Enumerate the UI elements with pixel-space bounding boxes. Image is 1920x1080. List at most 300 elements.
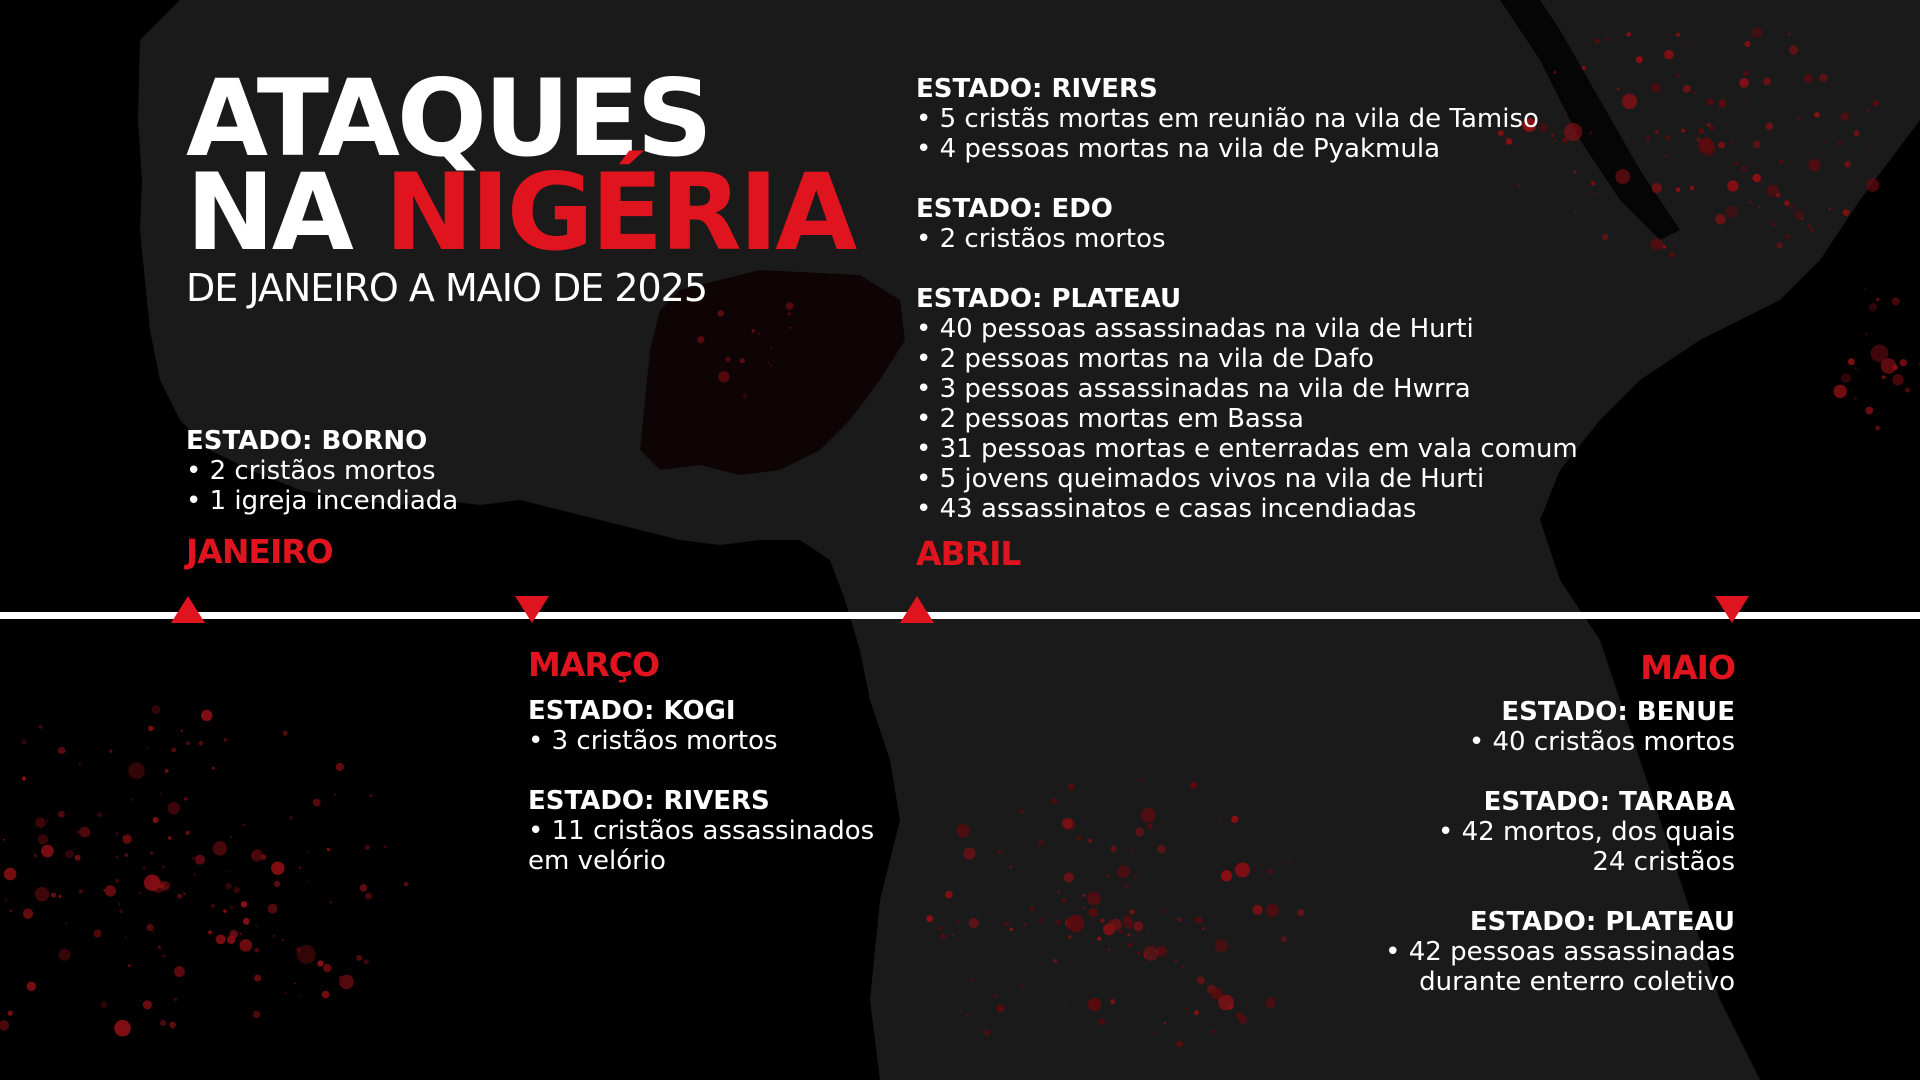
splatter-dot [1876, 298, 1880, 302]
splatter-dot [194, 873, 197, 876]
splatter-dot [1741, 166, 1747, 172]
splatter-dot [1844, 161, 1851, 168]
splatter-dot [1669, 252, 1675, 258]
splatter-dot [718, 371, 729, 382]
splatter-dot [1892, 374, 1903, 385]
splatter-dot [1841, 373, 1851, 383]
splatter-dot [162, 866, 164, 868]
splatter-dot [1655, 130, 1659, 134]
splatter-dot [1038, 918, 1043, 923]
splatter-dot [1664, 50, 1674, 60]
splatter-dot [1665, 135, 1671, 141]
splatter-dot [211, 904, 215, 908]
splatter-dot [365, 893, 372, 900]
splatter-dot [165, 769, 169, 773]
splatter-dot [1727, 180, 1738, 191]
splatter-dot [199, 741, 204, 746]
splatter-dot [79, 889, 83, 893]
splatter-dot [384, 846, 386, 848]
splatter-dot [1128, 943, 1132, 947]
splatter-dot [1900, 359, 1907, 366]
splatter-dot [327, 848, 331, 852]
splatter-dot [1182, 965, 1185, 968]
incident-item: • 43 assassinatos e casas incendiadas [916, 494, 1417, 524]
splatter-dot [224, 738, 228, 742]
splatter-dot [1141, 808, 1156, 823]
splatter-dot [945, 891, 953, 899]
incident-item: • 42 pessoas assassinadas [1385, 937, 1735, 967]
splatter-dot [253, 1011, 261, 1019]
splatter-dot [1099, 1018, 1106, 1025]
splatter-dot [125, 853, 129, 857]
splatter-dot [1110, 846, 1116, 852]
incident-item: • 5 cristãs mortas em reunião na vila de Tamiso [916, 104, 1539, 134]
splatter-dot [1698, 138, 1713, 153]
splatter-dot [153, 930, 155, 932]
splatter-dot [1051, 798, 1057, 804]
splatter-dot [1801, 217, 1804, 220]
incident-item: • 42 mortos, dos quais [1438, 817, 1735, 847]
splatter-dot [8, 1011, 13, 1016]
splatter-dot [115, 879, 119, 883]
splatter-dot [718, 310, 724, 316]
splatter-dot [283, 731, 288, 736]
splatter-dot [58, 895, 61, 898]
month-marco: MARÇO [528, 645, 660, 684]
splatter-dot [1905, 387, 1910, 392]
timeline-marker-janeiro [171, 596, 205, 623]
splatter-dot [1053, 959, 1057, 963]
splatter-dot [109, 750, 112, 753]
splatter-dot [1772, 222, 1776, 226]
splatter-dot [1752, 27, 1763, 38]
month-maio: MAIO [1640, 648, 1735, 687]
abril-details [916, 74, 1578, 524]
splatter-dot [1681, 129, 1685, 133]
splatter-dot [317, 960, 323, 966]
splatter-dot [171, 748, 176, 753]
janeiro-details [186, 426, 458, 516]
splatter-dot [1762, 182, 1764, 184]
splatter-dot [65, 850, 74, 859]
splatter-dot [38, 834, 48, 844]
splatter-dot [212, 767, 215, 770]
title-line-2 [186, 151, 855, 274]
splatter-dot [1589, 133, 1591, 135]
splatter-dot [1185, 1008, 1187, 1010]
splatter-dot [1807, 224, 1811, 228]
splatter-dot [1152, 1033, 1154, 1035]
splatter-dot [159, 884, 163, 888]
splatter-dot [1617, 87, 1620, 90]
splatter-dot [1176, 1041, 1182, 1047]
splatter-dot [1110, 919, 1122, 931]
splatter-dot [1788, 204, 1793, 209]
splatter-dot [234, 887, 240, 893]
splatter-dot [1157, 845, 1166, 854]
splatter-dot [1804, 74, 1813, 83]
splatter-dot [184, 797, 187, 800]
splatter-dot [952, 934, 954, 936]
splatter-dot [1020, 809, 1024, 813]
splatter-dot [1030, 907, 1034, 911]
splatter-dot [956, 824, 970, 838]
splatter-dot [1088, 839, 1092, 843]
splatter-dot [35, 817, 46, 828]
splatter-dot [153, 817, 159, 823]
splatter-dot [152, 705, 161, 714]
incident-item: • 3 pessoas assassinadas na vila de Hwrra [916, 374, 1471, 404]
maio-group-plateau [1385, 907, 1735, 997]
splatter-dot [169, 1022, 176, 1029]
incident-item: • 2 pessoas mortas em Bassa [916, 404, 1304, 434]
maio-group-benue [1385, 697, 1735, 757]
splatter-dot [1117, 865, 1130, 878]
splatter-dot [147, 924, 154, 931]
splatter-dot [1582, 66, 1586, 70]
splatter-dot [1211, 1029, 1216, 1034]
splatter-dot [1753, 174, 1762, 183]
splatter-dot [1875, 426, 1880, 431]
splatter-dot [1684, 43, 1686, 45]
splatter-dot [1190, 782, 1197, 789]
splatter-dot [1652, 183, 1662, 193]
splatter-dot [38, 725, 42, 729]
splatter-dot [1733, 87, 1735, 89]
incident-item: • 5 jovens queimados vivos na vila de Hurti [916, 464, 1485, 494]
splatter-dot [101, 1002, 107, 1008]
splatter-dot [1868, 146, 1870, 148]
splatter-dot [1784, 200, 1790, 206]
incident-item: • 11 cristãos assassinados [528, 816, 875, 846]
splatter-dot [177, 894, 182, 899]
splatter-dot [116, 856, 118, 858]
splatter-dot [1651, 83, 1661, 93]
splatter-dot [1848, 358, 1855, 365]
splatter-dot [3, 839, 5, 841]
splatter-dot [1067, 915, 1084, 932]
abril-group-rivers [916, 74, 1578, 164]
splatter-dot [1834, 385, 1847, 398]
splatter-dot [1170, 930, 1172, 932]
splatter-dot [1110, 999, 1115, 1004]
splatter-dot [1718, 100, 1726, 108]
splatter-dot [1699, 128, 1704, 133]
splatter-dot [158, 946, 161, 949]
splatter-dot [1622, 94, 1637, 109]
month-abril: ABRIL [916, 534, 1021, 573]
splatter-dot [1683, 85, 1691, 93]
splatter-dot [34, 854, 38, 858]
splatter-dot [1107, 875, 1109, 877]
splatter-dot [35, 887, 50, 902]
splatter-dot [1004, 922, 1010, 928]
splatter-dot [79, 764, 81, 766]
splatter-dot [1595, 39, 1600, 44]
splatter-dot [58, 747, 65, 754]
splatter-dot [1788, 33, 1790, 35]
state-label: ESTADO: EDO [916, 194, 1113, 224]
splatter-dot [1838, 142, 1842, 146]
splatter-dot [22, 776, 26, 780]
splatter-dot [1789, 45, 1798, 54]
splatter-dot [300, 996, 302, 998]
splatter-dot [1202, 927, 1205, 930]
splatter-dot [5, 898, 8, 901]
splatter-dot [743, 393, 747, 397]
splatter-dot [75, 855, 81, 861]
splatter-dot [216, 935, 226, 945]
incident-item: • 31 pessoas mortas e enterradas em vala comum [916, 434, 1578, 464]
incident-item: • 2 pessoas mortas na vila de Dafo [916, 344, 1374, 374]
splatter-dot [297, 945, 316, 964]
marco-group-rivers [528, 786, 874, 876]
incident-item: 24 cristãos [1592, 847, 1735, 877]
splatter-dot [148, 726, 154, 732]
splatter-dot [313, 799, 321, 807]
splatter-dot [1164, 1022, 1166, 1024]
splatter-dot [1651, 238, 1663, 250]
splatter-dot [1135, 827, 1144, 836]
splatter-dot [740, 358, 745, 363]
splatter-dot [1083, 907, 1085, 909]
splatter-dot [282, 940, 284, 942]
splatter-dot [1707, 123, 1711, 127]
splatter-dot [964, 848, 976, 860]
splatter-dot [128, 964, 131, 967]
state-label: ESTADO: RIVERS [528, 786, 770, 816]
splatter-dot [128, 763, 145, 780]
splatter-dot [80, 827, 91, 838]
splatter-dot [1882, 375, 1886, 379]
splatter-dot [768, 362, 770, 364]
splatter-dot [984, 1029, 990, 1035]
splatter-dot [1056, 920, 1061, 925]
splatter-dot [1266, 904, 1279, 917]
splatter-dot [758, 333, 760, 335]
splatter-dot [1843, 209, 1850, 216]
splatter-dot [9, 909, 12, 912]
splatter-dot [1265, 997, 1276, 1008]
splatter-dot [1024, 923, 1026, 925]
splatter-dot [268, 904, 278, 914]
splatter-dot [241, 901, 247, 907]
splatter-dot [1808, 159, 1820, 171]
splatter-dot [966, 1014, 969, 1017]
splatter-dot [1866, 109, 1869, 112]
splatter-dot [1194, 975, 1196, 977]
splatter-dot [339, 975, 354, 990]
splatter-dot [1829, 208, 1832, 211]
splatter-dot [969, 918, 979, 928]
timeline-marker-maio [1715, 596, 1749, 623]
splatter-dot [150, 851, 154, 855]
splatter-dot [1745, 41, 1751, 47]
splatter-dot [1288, 860, 1291, 863]
splatter-dot [231, 836, 233, 838]
splatter-dot [243, 918, 250, 925]
splatter-dot [299, 867, 301, 869]
splatter-dot [160, 793, 162, 795]
splatter-dot [970, 979, 973, 982]
splatter-dot [1076, 835, 1082, 841]
splatter-dot [1009, 866, 1012, 869]
splatter-dot [1663, 245, 1667, 249]
splatter-dot [94, 930, 102, 938]
splatter-dot [1814, 112, 1820, 118]
splatter-dot [1679, 204, 1681, 206]
splatter-dot [4, 868, 17, 881]
splatter-dot [223, 909, 226, 912]
splatter-dot [1730, 141, 1733, 144]
splatter-dot [957, 920, 961, 924]
timeline-marker-marco [515, 596, 549, 623]
timeline-bar [0, 612, 1920, 619]
splatter-dot [168, 802, 181, 815]
title-line-1: ATAQUES [186, 57, 710, 180]
splatter-dot [323, 964, 331, 972]
splatter-dot [1089, 908, 1098, 917]
splatter-dot [356, 955, 362, 961]
splatter-dot [255, 925, 257, 927]
splatter-dot [1228, 1004, 1233, 1009]
splatter-dot [59, 949, 71, 961]
splatter-dot [192, 857, 195, 860]
splatter-dot [697, 336, 704, 343]
splatter-dot [114, 1020, 131, 1037]
splatter-dot [1221, 870, 1232, 881]
splatter-dot [1175, 824, 1177, 826]
splatter-dot [1088, 998, 1101, 1011]
splatter-dot [160, 1020, 166, 1026]
splatter-dot [1021, 985, 1024, 988]
splatter-dot [1143, 946, 1158, 961]
splatter-dot [1239, 1016, 1248, 1025]
splatter-dot [1285, 894, 1287, 896]
splatter-dot [1068, 935, 1072, 939]
month-janeiro: JANEIRO [186, 532, 333, 571]
splatter-dot [174, 998, 177, 1001]
splatter-dot [364, 845, 369, 850]
splatter-dot [1061, 775, 1063, 777]
splatter-dot [1253, 905, 1263, 915]
splatter-dot [229, 930, 238, 939]
incident-item: • 40 pessoas assassinadas na vila de Hurti [916, 314, 1474, 344]
splatter-dot [1893, 365, 1898, 370]
splatter-dot [285, 993, 287, 995]
splatter-dot [1124, 884, 1128, 888]
splatter-dot [1869, 303, 1878, 312]
splatter-dot [125, 936, 127, 938]
splatter-dot [306, 879, 308, 881]
splatter-dot [770, 365, 772, 367]
splatter-dot [225, 883, 232, 890]
splatter-dot [1753, 140, 1761, 148]
splatter-dot [1865, 333, 1868, 336]
state-label: ESTADO: TARABA [1483, 787, 1735, 817]
splatter-dot [1776, 242, 1782, 248]
splatter-dot [1144, 955, 1147, 958]
splatter-dot [51, 892, 56, 897]
splatter-dot [105, 885, 116, 896]
splatter-dot [1707, 98, 1714, 105]
maio-group-taraba [1385, 787, 1735, 877]
splatter-dot [1162, 910, 1165, 913]
splatter-dot [22, 740, 27, 745]
splatter-dot [143, 867, 145, 869]
splatter-dot [1134, 921, 1144, 931]
splatter-dot [1251, 944, 1253, 946]
splatter-dot [255, 948, 260, 953]
splatter-dot [1196, 917, 1202, 923]
splatter-dot [941, 934, 946, 939]
splatter-dot [115, 832, 119, 836]
state-label: ESTADO: RIVERS [916, 74, 1158, 104]
splatter-dot [1743, 71, 1748, 76]
splatter-dot [230, 906, 233, 909]
splatter-dot [1202, 886, 1204, 888]
splatter-dot [752, 329, 755, 332]
splatter-dot [251, 849, 263, 861]
splatter-dot [162, 954, 166, 958]
state-label: ESTADO: PLATEAU [916, 284, 1182, 314]
splatter-dot [725, 357, 730, 362]
splatter-dot [1009, 928, 1013, 932]
splatter-dot [1066, 1002, 1068, 1004]
splatter-dot [294, 982, 296, 984]
splatter-dot [364, 959, 369, 964]
splatter-dot [1297, 909, 1304, 916]
title-nigeria: NIGÉRIA [384, 151, 855, 274]
splatter-dot [1194, 1010, 1199, 1015]
splatter-dot [1175, 960, 1177, 962]
title-block [186, 57, 855, 310]
splatter-dot [97, 812, 102, 817]
splatter-dot [1235, 862, 1250, 877]
splatter-dot [195, 855, 205, 865]
splatter-dot [23, 909, 33, 919]
splatter-dot [1134, 875, 1137, 878]
splatter-dot [997, 850, 1001, 854]
splatter-dot [47, 820, 49, 822]
splatter-dot [239, 933, 241, 935]
splatter-dot [271, 862, 284, 875]
splatter-dot [1785, 235, 1789, 239]
incident-item: • 3 cristãos mortos [528, 726, 778, 756]
splatter-dot [213, 841, 227, 855]
splatter-dot [1136, 932, 1138, 934]
splatter-dot [330, 901, 332, 903]
splatter-dot [146, 747, 148, 749]
splatter-dot [993, 994, 997, 998]
janeiro-group-borno [186, 426, 458, 516]
splatter-dot [1591, 181, 1595, 185]
splatter-dot [1739, 78, 1749, 88]
splatter-dot [186, 831, 190, 835]
splatter-dot [131, 799, 133, 801]
splatter-dot [369, 794, 372, 797]
splatter-dot [139, 892, 141, 894]
splatter-dot [181, 729, 184, 732]
splatter-dot [404, 882, 408, 886]
splatter-dot [183, 892, 186, 895]
splatter-dot [1197, 977, 1205, 985]
marco-details [528, 696, 874, 876]
splatter-dot [1871, 344, 1889, 362]
splatter-dot [226, 871, 228, 873]
splatter-dot [1873, 100, 1879, 106]
splatter-dot [168, 836, 171, 839]
